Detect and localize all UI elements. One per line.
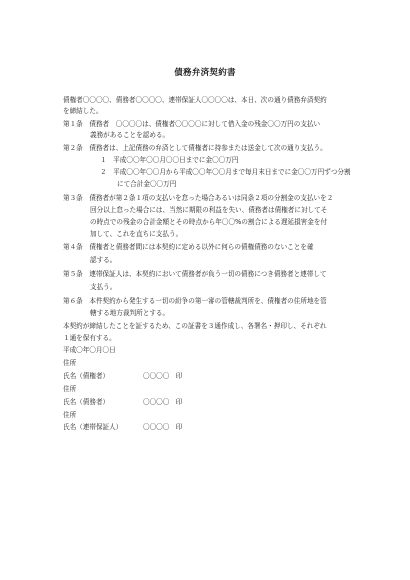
article-5-line-2: 支払う。: [90, 283, 117, 291]
contract-date: 平成〇年〇月〇日: [63, 346, 116, 354]
signature-3-address-label: 住所: [63, 411, 77, 419]
article-2-line-1: 第２条 債務者は、上記債務の弁済として債権者に持参または送金して次の通り支払う。: [63, 144, 327, 152]
intro-line-1: 債権者〇〇〇〇、債務者〇〇〇〇、連帯保証人〇〇〇〇は、本日、次の通り債務弁済契約: [63, 96, 327, 104]
signature-2-seal: 印: [175, 398, 183, 406]
signature-3-name-value: 〇〇〇〇: [143, 423, 170, 431]
signature-2-name-row: [63, 398, 182, 407]
article-2-item-2: ２ 平成〇〇年〇〇月から平成〇〇年〇〇月まで毎月末日までに金〇〇万円ずつ分割: [100, 168, 351, 176]
article-3-line-2: 回分以上怠った場合には、当然に期限の利益を失い、債務者は債権者に対してそ: [90, 206, 328, 214]
signature-1-seal: 印: [175, 372, 183, 380]
article-1-line-1: 第１条 債務者 〇〇〇〇は、債権者〇〇〇〇に対して借入金の残金〇〇万円の支払い: [63, 120, 321, 128]
article-4-line-1: 第４条 債権者と債務者間には本契約に定める以外に何らの債権債務のないことを確: [63, 243, 314, 251]
signature-1-address-label: 住所: [63, 359, 77, 367]
article-3-line-3: の時点での残金の合計金額とその時点から年〇〇%の割合による遅延損害金を付: [90, 218, 328, 226]
article-2-item-1: １ 平成〇〇年〇〇月〇〇日までに金〇〇万円: [100, 156, 239, 164]
article-3-line-4: 加して、これを直ちに支払う。: [90, 230, 183, 238]
article-2-item-2-cont: にて合計金〇〇万円: [117, 180, 177, 188]
article-1-line-2: 義務があることを認める。: [90, 131, 170, 139]
intro-line-2: を締結した。: [63, 107, 103, 115]
signature-2-address-label: 住所: [63, 385, 77, 393]
signature-2-name-label: 氏名（債務者）: [63, 398, 110, 406]
closing-line-1: 本契約が締結したことを証するため、この証書を３通作成し、各署名・押印し、それぞれ: [63, 322, 327, 330]
signature-3-seal: 印: [175, 423, 183, 431]
signature-1-name-row: [63, 372, 182, 381]
article-3-line-1: 第３条 債務者が第２条１項の支払いを怠った場合あるいは同条２項の分割金の支払いを２: [63, 194, 334, 202]
document-title: 債務弁済契約書: [174, 68, 236, 78]
article-4-line-2: 認する。: [90, 256, 117, 264]
signature-2-name-value: 〇〇〇〇: [143, 398, 170, 406]
article-5-line-1: 第５条 連帯保証人は、本契約において債務者が負う一切の債務につき債務者と連帯して: [63, 270, 327, 278]
signature-3-name-row: [63, 423, 182, 432]
signature-1-name-value: 〇〇〇〇: [143, 372, 170, 380]
closing-line-2: １通を保有する。: [63, 334, 116, 342]
article-6-line-1: 第６条 本件契約から発生する一切の紛争の第一審の管轄裁判所を、債権者の住所地を管: [63, 297, 327, 305]
article-6-line-2: 轄する地方裁判所とする。: [90, 309, 170, 317]
signature-1-name-label: 氏名（債権者）: [63, 372, 110, 380]
signature-3-name-label: 氏名（連帯保証人）: [63, 423, 123, 431]
